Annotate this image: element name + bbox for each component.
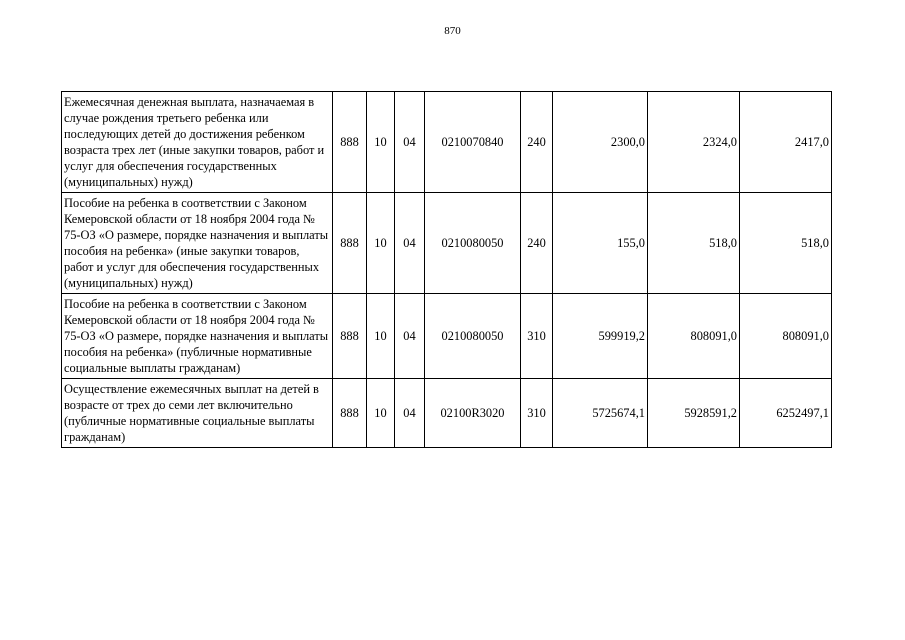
subsection-code: 04 — [395, 379, 425, 448]
budget-table — [61, 91, 832, 448]
ministry-code: 888 — [333, 92, 367, 193]
page-number: 870 — [444, 25, 461, 37]
ministry-code: 888 — [333, 193, 367, 294]
section-code: 10 — [367, 379, 395, 448]
section-code: 10 — [367, 193, 395, 294]
amount-3: 808091,0 — [740, 294, 832, 379]
row-description: Ежемесячная денежная выплата, назначаемая в случае рождения третьего ребенка или последующих детей до достижения ребенком возраста трех лет (иные закупки товаров, работ и услуг для обеспечения государственных (муниципальных) нужд) — [62, 92, 333, 193]
amount-1: 2300,0 — [553, 92, 648, 193]
amount-1: 5725674,1 — [553, 379, 648, 448]
amount-2: 808091,0 — [648, 294, 740, 379]
target-article-code: 0210070840 — [425, 92, 521, 193]
subsection-code: 04 — [395, 294, 425, 379]
row-description: Пособие на ребенка в соответствии с Законом Кемеровской области от 18 ноября 2004 года № 75-ОЗ «О размере, порядке назначения и выплаты пособия на ребенка» (иные закупки товаров, работ и услуг для обеспечения государственных (муниципальных) нужд) — [62, 193, 333, 294]
expense-type-code: 310 — [521, 294, 553, 379]
section-code: 10 — [367, 92, 395, 193]
amount-2: 5928591,2 — [648, 379, 740, 448]
subsection-code: 04 — [395, 193, 425, 294]
table-row — [62, 294, 832, 379]
table-row — [62, 379, 832, 448]
expense-type-code: 240 — [521, 193, 553, 294]
target-article-code: 02100R3020 — [425, 379, 521, 448]
amount-3: 2417,0 — [740, 92, 832, 193]
section-code: 10 — [367, 294, 395, 379]
row-description: Осуществление ежемесячных выплат на детей в возрасте от трех до семи лет включительно (публичные нормативные социальные выплаты гражданам) — [62, 379, 333, 448]
ministry-code: 888 — [333, 379, 367, 448]
amount-1: 155,0 — [553, 193, 648, 294]
amount-3: 6252497,1 — [740, 379, 832, 448]
target-article-code: 0210080050 — [425, 193, 521, 294]
amount-3: 518,0 — [740, 193, 832, 294]
amount-2: 518,0 — [648, 193, 740, 294]
target-article-code: 0210080050 — [425, 294, 521, 379]
table-row — [62, 193, 832, 294]
subsection-code: 04 — [395, 92, 425, 193]
amount-1: 599919,2 — [553, 294, 648, 379]
expense-type-code: 240 — [521, 92, 553, 193]
amount-2: 2324,0 — [648, 92, 740, 193]
row-description: Пособие на ребенка в соответствии с Законом Кемеровской области от 18 ноября 2004 года № 75-ОЗ «О размере, порядке назначения и выплаты пособия на ребенка» (публичные нормативные социальные выплаты гражданам) — [62, 294, 333, 379]
ministry-code: 888 — [333, 294, 367, 379]
expense-type-code: 310 — [521, 379, 553, 448]
table-row — [62, 92, 832, 193]
